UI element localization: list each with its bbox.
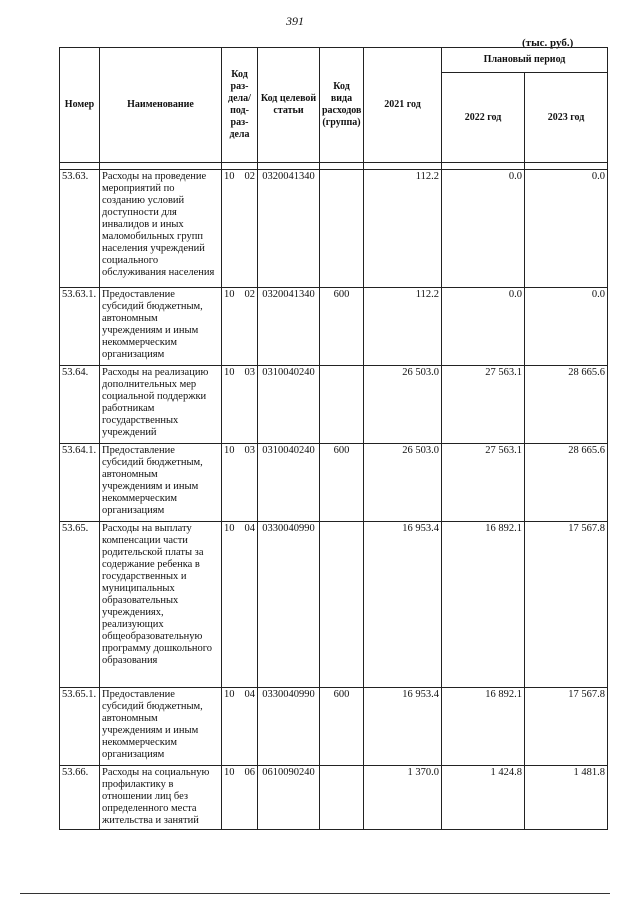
row-amount-2021: 16 953.4: [364, 522, 442, 688]
row-expense-type: 600: [320, 688, 364, 766]
header-2023: 2023 год: [525, 73, 608, 163]
row-amount-2023: 0.0: [525, 170, 608, 288]
row-subsection-code: 06: [244, 767, 255, 778]
row-expense-type: [320, 522, 364, 688]
row-section-code: 10: [224, 767, 235, 778]
row-subsection-code: 04: [244, 523, 255, 534]
row-number: 53.66.: [60, 766, 100, 830]
row-target-code: 0320041340: [258, 170, 320, 288]
header-expense-type: Код вида расходов (группа): [320, 48, 364, 163]
row-subsection-code: 03: [244, 367, 255, 378]
row-section: [222, 444, 258, 522]
header-section: Код раз- дела/ под- раз- дела: [222, 48, 258, 163]
budget-table: [59, 47, 608, 830]
table-row: [60, 288, 608, 366]
row-amount-2022: 27 563.1: [442, 366, 525, 444]
page-number: 391: [286, 14, 304, 28]
row-section: [222, 366, 258, 444]
row-target-code: 0610090240: [258, 766, 320, 830]
row-target-code: 0320041340: [258, 288, 320, 366]
row-amount-2022: 16 892.1: [442, 688, 525, 766]
row-number: 53.63.: [60, 170, 100, 288]
row-amount-2021: 112.2: [364, 288, 442, 366]
row-target-code: 0310040240: [258, 366, 320, 444]
row-amount-2021: 112.2: [364, 170, 442, 288]
row-amount-2022: 27 563.1: [442, 444, 525, 522]
row-name: Расходы на проведение мероприятий по созданию условий доступности для инвалидов и иных маломобильных групп населения учреждений социального обслуживания населения: [100, 170, 222, 288]
row-amount-2023: 28 665.6: [525, 366, 608, 444]
row-amount-2022: 16 892.1: [442, 522, 525, 688]
units-label: (тыс. руб.): [522, 37, 574, 49]
row-amount-2022: 0.0: [442, 170, 525, 288]
header-name: Наименование: [100, 48, 222, 163]
table-body: [60, 170, 608, 830]
table-row: [60, 766, 608, 830]
header-plan-period: Плановый период: [442, 48, 608, 73]
row-number: 53.65.1.: [60, 688, 100, 766]
row-number: 53.63.1.: [60, 288, 100, 366]
table-row: [60, 170, 608, 288]
row-target-code: 0330040990: [258, 522, 320, 688]
row-section-code: 10: [224, 367, 235, 378]
header-2021: 2021 год: [364, 48, 442, 163]
row-amount-2021: 26 503.0: [364, 366, 442, 444]
table-row: [60, 688, 608, 766]
row-amount-2023: 0.0: [525, 288, 608, 366]
row-section-code: 10: [224, 445, 235, 456]
row-number: 53.65.: [60, 522, 100, 688]
row-name: Предоставление субсидий бюджетным, автономным учреждениям и иным некоммерческим организациям: [100, 288, 222, 366]
row-amount-2021: 16 953.4: [364, 688, 442, 766]
row-section: [222, 170, 258, 288]
row-expense-type: 600: [320, 444, 364, 522]
row-amount-2023: 17 567.8: [525, 522, 608, 688]
row-section: [222, 766, 258, 830]
row-amount-2022: 0.0: [442, 288, 525, 366]
row-amount-2023: 1 481.8: [525, 766, 608, 830]
row-expense-type: [320, 766, 364, 830]
header-target: Код целевой статьи: [258, 48, 320, 163]
row-amount-2021: 26 503.0: [364, 444, 442, 522]
header-number: Номер: [60, 48, 100, 163]
row-subsection-code: 02: [244, 171, 255, 182]
row-number: 53.64.1.: [60, 444, 100, 522]
row-section-code: 10: [224, 289, 235, 300]
row-amount-2022: 1 424.8: [442, 766, 525, 830]
row-number: 53.64.: [60, 366, 100, 444]
row-amount-2021: 1 370.0: [364, 766, 442, 830]
row-expense-type: [320, 366, 364, 444]
table-row: [60, 522, 608, 688]
footer-line: [20, 893, 610, 894]
row-section-code: 10: [224, 171, 235, 182]
row-amount-2023: 17 567.8: [525, 688, 608, 766]
row-name: Расходы на выплату компенсации части родительской платы за содержание ребенка в государственных и муниципальных образовательных учреждениях, реализующих общеобразовательную программу дошкольного образования: [100, 522, 222, 688]
row-target-code: 0330040990: [258, 688, 320, 766]
row-section: [222, 688, 258, 766]
row-name: Предоставление субсидий бюджетным, автономным учреждениям и иным некоммерческим организациям: [100, 688, 222, 766]
row-section: [222, 288, 258, 366]
row-name: Расходы на социальную профилактику в отношении лиц без определенного места жительства и занятий: [100, 766, 222, 830]
row-name: Расходы на реализацию дополнительных мер социальной поддержки работникам государственных учреждений: [100, 366, 222, 444]
header-2022: 2022 год: [442, 73, 525, 163]
row-section-code: 10: [224, 523, 235, 534]
row-name: Предоставление субсидий бюджетным, автономным учреждениям и иным некоммерческим организациям: [100, 444, 222, 522]
row-subsection-code: 04: [244, 689, 255, 700]
table-row: [60, 444, 608, 522]
row-subsection-code: 02: [244, 289, 255, 300]
row-subsection-code: 03: [244, 445, 255, 456]
row-amount-2023: 28 665.6: [525, 444, 608, 522]
row-expense-type: [320, 170, 364, 288]
row-section: [222, 522, 258, 688]
row-target-code: 0310040240: [258, 444, 320, 522]
table-row: [60, 366, 608, 444]
row-expense-type: 600: [320, 288, 364, 366]
row-section-code: 10: [224, 689, 235, 700]
